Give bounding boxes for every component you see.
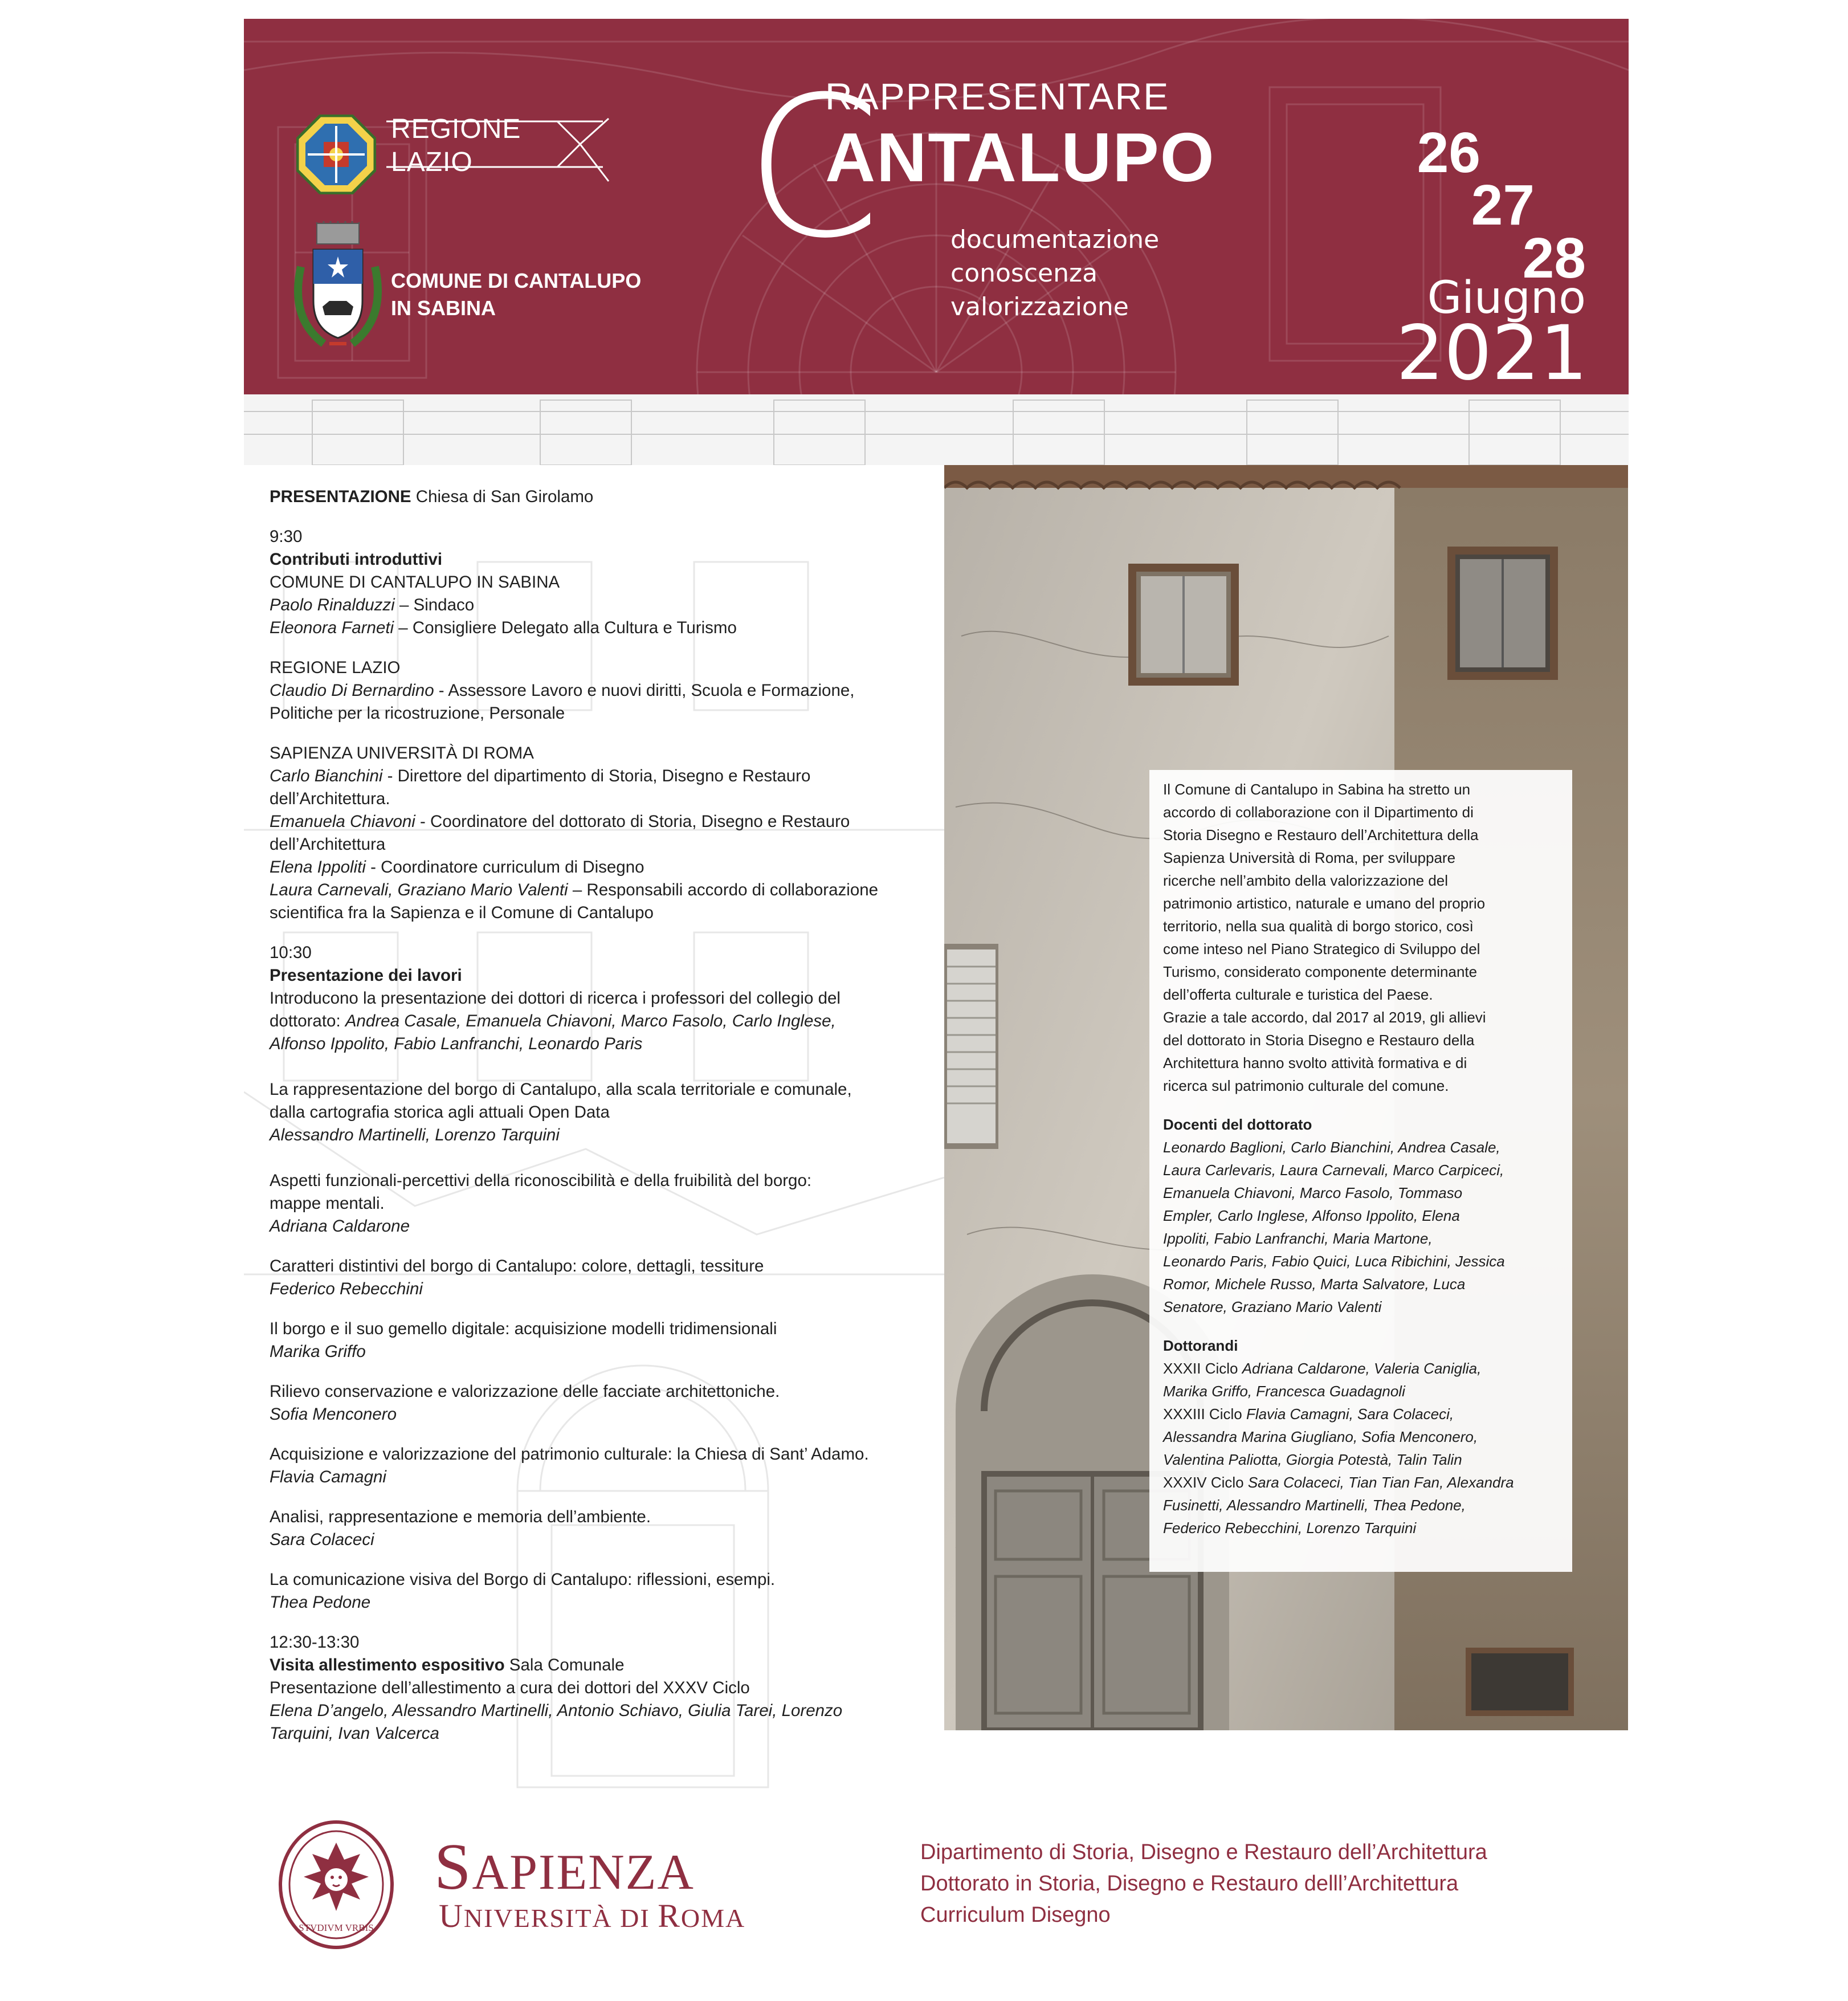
info-docenti — [1163, 1113, 1562, 1318]
talk-author: Flavia Camagni — [270, 1468, 386, 1486]
info-line: come inteso nel Piano Strategico di Sviluppo del — [1163, 940, 1480, 957]
session-title: Visita allestimento espositivo — [270, 1656, 505, 1674]
session-time: 12:30-13:30 — [270, 1633, 360, 1652]
speaker-name: Eleonora Farneti — [270, 618, 394, 637]
ciclo-names: Fusinetti, Alessandro Martinelli, Thea Pedone, — [1163, 1497, 1466, 1514]
department-info — [920, 1837, 1487, 1931]
presentazione-place: Chiesa di San Girolamo — [415, 487, 594, 506]
info-line: ricerche nell’ambito della valorizzazione del — [1163, 872, 1449, 889]
regione-lazio-emblem-icon — [296, 115, 376, 194]
ciclo-names: Marika Griffo, Francesca Guadagnoli — [1163, 1383, 1405, 1400]
session-title: Contributi introduttivi — [270, 550, 443, 569]
ciclo-names: Federico Rebecchini, Lorenzo Tarquini — [1163, 1519, 1417, 1537]
date-day-26: 26 — [1417, 121, 1480, 185]
talk-author: Marika Griffo — [270, 1342, 366, 1361]
docenti-line: Senatore, Graziano Mario Valenti — [1163, 1298, 1382, 1315]
title-subtitle — [950, 223, 1159, 324]
talk-author: Federico Rebecchini — [270, 1279, 423, 1298]
talk-author: Sofia Menconero — [270, 1405, 397, 1424]
ciclo-label: XXXIII Ciclo — [1163, 1405, 1246, 1423]
info-line: del dottorato in Storia Disegno e Restauro della — [1163, 1032, 1475, 1049]
talk-item — [270, 1255, 942, 1301]
speaker-role-cont: dell’Architettura — [270, 835, 386, 854]
info-line: Architettura hanno svolto attività formativa e di — [1163, 1054, 1467, 1071]
speaker-role: - Coordinatore curriculum di Disegno — [365, 858, 644, 877]
speaker-role: - Assessore Lavoro e nuovi diritti, Scuola e Formazione, — [434, 681, 855, 700]
talk-item — [270, 1568, 942, 1614]
talk-title: Rilievo conservazione e valorizzazione delle facciate architettoniche. — [270, 1382, 780, 1401]
speaker-name: Claudio Di Bernardino — [270, 681, 434, 700]
ciclo-names: Alessandra Marina Giugliano, Sofia Menconero, — [1163, 1428, 1478, 1445]
talk-author: Sara Colaceci — [270, 1530, 374, 1549]
info-box — [1149, 770, 1572, 1572]
session-text: dottorato: — [270, 1012, 345, 1030]
program-section-visita — [270, 1631, 942, 1745]
date-year: 2021 — [1396, 309, 1588, 394]
title-top-line: RAPPRESENTARE — [825, 75, 1170, 117]
uni-cap: R — [658, 1897, 681, 1934]
session-time: 9:30 — [270, 527, 303, 546]
program-presentazione — [270, 486, 942, 508]
docenti-line: Leonardo Paris, Fabio Quici, Luca Ribichini, Jessica — [1163, 1253, 1505, 1270]
info-line: Il Comune di Cantalupo in Sabina ha stretto un — [1163, 781, 1471, 798]
info-line: Storia Disegno e Restauro dell’Architettura della — [1163, 826, 1479, 843]
talk-item — [270, 1506, 942, 1551]
date-day-27: 27 — [1471, 173, 1535, 237]
talk-title: Il borgo e il suo gemello digitale: acquisizione modelli tridimensionali — [270, 1319, 777, 1338]
program-section-regione — [270, 657, 942, 725]
talk-item — [270, 1380, 942, 1426]
session-text: Introducono la presentazione dei dottori di ricerca i professori del collegio del — [270, 989, 841, 1008]
info-line: Grazie a tale accordo, dal 2017 al 2019, gli allievi — [1163, 1009, 1486, 1026]
seal-text: STVDIVM VRBIS — [299, 1922, 374, 1933]
date-month: Giugno — [1427, 272, 1586, 324]
talk-title-cont: dalla cartografia storica agli attuali Open Data — [270, 1103, 610, 1122]
session-place: Sala Comunale — [504, 1656, 625, 1674]
session-time: 10:30 — [270, 943, 312, 962]
dept-line: Dipartimento di Storia, Disegno e Restauro dell’Architettura — [920, 1840, 1487, 1864]
ciclo-names: Adriana Caldarone, Valeria Caniglia, — [1242, 1360, 1482, 1377]
info-line: patrimonio artistico, naturale e umano del proprio — [1163, 895, 1486, 912]
dept-line: Dottorato in Storia, Disegno e Restauro delll’Architettura — [920, 1872, 1459, 1896]
header-band — [244, 19, 1629, 394]
docenti-title: Docenti del dottorato — [1163, 1116, 1312, 1133]
docenti-line: Romor, Michele Russo, Marta Salvatore, Luca — [1163, 1275, 1466, 1293]
presentazione-label: PRESENTAZIONE — [270, 487, 411, 506]
speaker-name: Elena Ippoliti — [270, 858, 366, 877]
session-text: Presentazione dell’allestimento a cura dei dottori del XXXV Ciclo — [270, 1678, 750, 1697]
date-day-28: 28 — [1522, 226, 1586, 290]
talk-item — [270, 1318, 942, 1363]
wordmark-rest: APIENZA — [472, 1845, 695, 1900]
info-line: ricerca sul patrimonio culturale del comune. — [1163, 1077, 1449, 1094]
session-org: REGIONE LAZIO — [270, 658, 401, 677]
info-line: Turismo, considerato componente determinante — [1163, 963, 1478, 980]
talk-title: Caratteri distintivi del borgo di Cantalupo: colore, dettagli, tessiture — [270, 1257, 764, 1275]
session-title: Presentazione dei lavori — [270, 966, 462, 985]
talk-item — [270, 1443, 942, 1489]
ciclo-names: Sara Colaceci, Tian Tian Fan, Alexandra — [1247, 1474, 1514, 1491]
speaker-names: Andrea Casale, Emanuela Chiavoni, Marco Fasolo, Carlo Inglese, — [345, 1012, 836, 1030]
comune-line2: IN SABINA — [391, 296, 496, 320]
talk-item — [270, 1169, 942, 1238]
facade-drawing-strip — [244, 394, 1629, 465]
program-section-lavori — [270, 942, 942, 1055]
sapienza-university-name — [439, 1898, 745, 1937]
regione-lazio-lines — [386, 110, 614, 190]
docenti-line: Empler, Carlo Inglese, Alfonso Ippolito, Elena — [1163, 1207, 1460, 1224]
speaker-role: – Sindaco — [394, 596, 475, 614]
speaker-role-cont: scientifica fra la Sapienza e il Comune di Cantalupo — [270, 903, 654, 922]
uni-rest: NIVERSITÀ DI — [463, 1904, 658, 1933]
speaker-role: – Consigliere Delegato alla Cultura e Turismo — [394, 618, 737, 637]
program-column — [270, 486, 942, 1762]
info-line: accordo di collaborazione con il Dipartimento di — [1163, 804, 1474, 821]
comune-coat-of-arms-icon — [289, 221, 386, 358]
ciclo-names: Valentina Paliotta, Giorgia Potestà, Talin Talin — [1163, 1451, 1462, 1468]
talk-author: Adriana Caldarone — [270, 1217, 410, 1236]
sapienza-seal-icon — [278, 1820, 395, 1950]
docenti-line: Emanuela Chiavoni, Marco Fasolo, Tommaso — [1163, 1184, 1463, 1201]
title-initial: C — [745, 55, 881, 281]
talk-title: La rappresentazione del borgo di Cantalupo, alla scala territoriale e comunale, — [270, 1080, 852, 1099]
docenti-line: Laura Carlevaris, Laura Carnevali, Marco Carpiceci, — [1163, 1162, 1504, 1179]
speaker-role: - Direttore del dipartimento di Storia, Disegno e Restauro — [382, 767, 811, 785]
docenti-line: Leonardo Baglioni, Carlo Bianchini, Andrea Casale, — [1163, 1139, 1500, 1156]
uni-cap: U — [439, 1897, 464, 1934]
ciclo-names: Flavia Camagni, Sara Colaceci, — [1246, 1405, 1454, 1423]
talk-title: Aspetti funzionali-percettivi della riconoscibilità e della fruibilità del borgo: — [270, 1171, 812, 1190]
info-intro — [1163, 778, 1562, 1097]
info-box-content — [1163, 778, 1562, 1555]
speaker-names: Alfonso Ippolito, Fabio Lanfranchi, Leonardo Paris — [270, 1034, 643, 1053]
talk-title: Acquisizione e valorizzazione del patrimonio culturale: la Chiesa di Sant’ Adamo. — [270, 1445, 869, 1464]
subtitle-line: documentazione — [950, 225, 1160, 254]
sapienza-wordmark — [434, 1831, 695, 1906]
regione-line2: LAZIO — [391, 147, 473, 177]
subtitle-line: conoscenza — [950, 259, 1098, 288]
talk-author: Thea Pedone — [270, 1593, 371, 1612]
speaker-role-cont: Politiche per la ricostruzione, Personale — [270, 704, 565, 723]
program-section-intro — [270, 525, 942, 639]
wordmark-cap: S — [434, 1831, 472, 1904]
docenti-line: Ippoliti, Fabio Lanfranchi, Maria Martone, — [1163, 1230, 1433, 1247]
talk-title-cont: mappe mentali. — [270, 1194, 385, 1213]
comune-line1: COMUNE DI CANTALUPO — [391, 269, 642, 292]
speaker-names: Elena D’angelo, Alessandro Martinelli, Antonio Schiavo, Giulia Tarei, Lorenzo — [270, 1701, 843, 1720]
ciclo-label: XXXII Ciclo — [1163, 1360, 1242, 1377]
dept-line: Curriculum Disegno — [920, 1903, 1111, 1927]
uni-rest: OMA — [680, 1904, 746, 1933]
talk-item — [270, 1078, 942, 1147]
speaker-name: Carlo Bianchini — [270, 767, 383, 785]
info-line: dell’offerta culturale e turistica del Paese. — [1163, 986, 1433, 1003]
program-section-sapienza — [270, 742, 942, 924]
talk-title: La comunicazione visiva del Borgo di Cantalupo: riflessioni, esempi. — [270, 1570, 776, 1589]
talk-author: Alessandro Martinelli, Lorenzo Tarquini — [270, 1126, 560, 1144]
speaker-name: Emanuela Chiavoni — [270, 812, 415, 831]
regione-line1: REGIONE — [391, 114, 521, 144]
speaker-role-cont: dell’Architettura. — [270, 789, 390, 808]
session-org: COMUNE DI CANTALUPO IN SABINA — [270, 573, 560, 592]
dottorandi-title: Dottorandi — [1163, 1337, 1238, 1354]
speaker-name: Paolo Rinalduzzi — [270, 596, 395, 614]
talk-title: Analisi, rappresentazione e memoria dell’ambiente. — [270, 1507, 651, 1526]
speaker-role: – Responsabili accordo di collaborazione — [568, 881, 879, 899]
title-main-line: ANTALUPO — [825, 119, 1215, 196]
info-line: Sapienza Università di Roma, per sviluppare — [1163, 849, 1456, 866]
ciclo-label: XXXIV Ciclo — [1163, 1474, 1248, 1491]
info-dottorandi — [1163, 1334, 1562, 1539]
subtitle-line: valorizzazione — [950, 292, 1129, 321]
info-line: territorio, nella sua qualità di borgo storico, così — [1163, 918, 1474, 935]
speaker-name: Laura Carnevali, Graziano Mario Valenti — [270, 881, 568, 899]
speaker-role: - Coordinatore del dottorato di Storia, Disegno e Restauro — [415, 812, 850, 831]
speaker-names: Tarquini, Ivan Valcerca — [270, 1724, 439, 1743]
session-org: SAPIENZA UNIVERSITÀ DI ROMA — [270, 744, 534, 763]
comune-label — [391, 267, 641, 322]
